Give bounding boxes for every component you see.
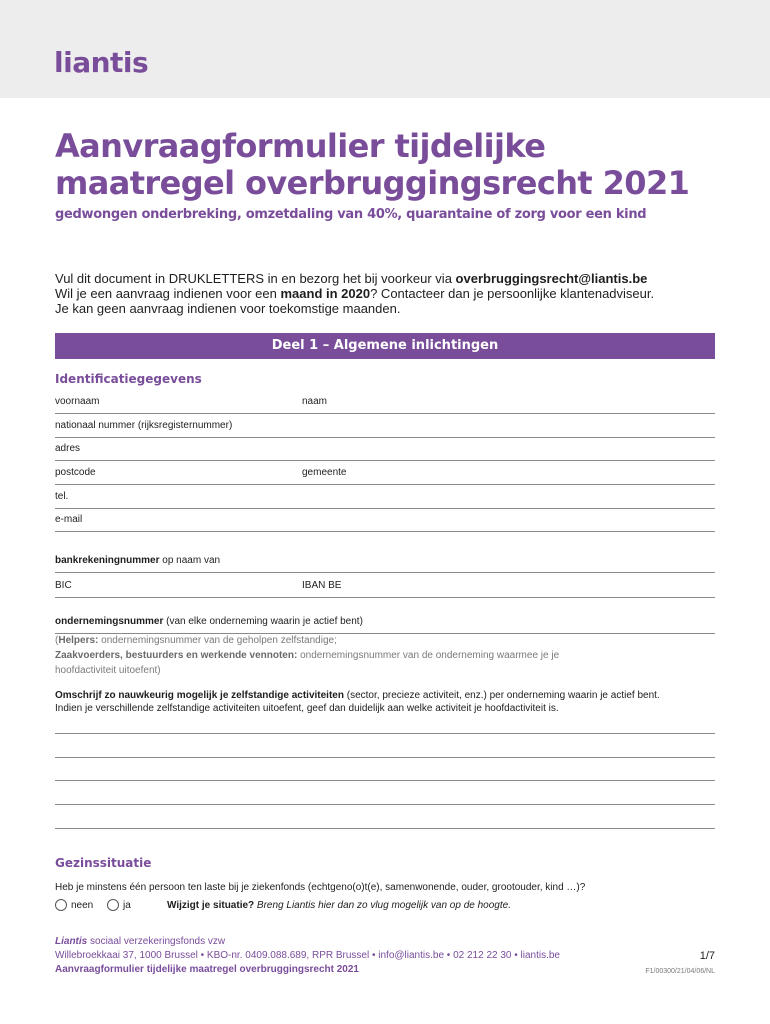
page-title: Aanvraagformulier tijdelijke maatregel overbruggingsrecht 2021	[55, 127, 690, 202]
page-number: 1/7	[699, 950, 715, 962]
situatie-text: Breng Liantis hier dan zo vlug mogelijk van op de hoogte.	[254, 900, 511, 911]
tel-label: tel.	[55, 491, 69, 502]
situatie-note	[167, 899, 511, 913]
footer-address: Willebroekkaai 37, 1000 Brussel • KBO-nr. 0409.088.689, RPR Brussel • info@liantis.be • 02 212 22 30 • liantis.be	[55, 950, 560, 961]
omschrijf-line2: Indien je verschillende zelfstandige activiteiten uitoefent, geef dan duidelijk aan welke activiteit je hoofdactiviteit is.	[55, 703, 559, 714]
ondernemingsnummer-rest: (van elke onderneming waarin je actief bent)	[163, 616, 363, 627]
section-header-deel-1: Deel 1 – Algemene inlichtingen	[55, 333, 715, 359]
identification-heading: Identificatiegegevens	[55, 372, 202, 386]
gemeente-label: gemeente	[302, 467, 347, 478]
email-field[interactable]	[55, 514, 715, 532]
email-link[interactable]: overbruggingsrecht@liantis.be	[455, 271, 648, 286]
tel-field[interactable]	[55, 491, 715, 509]
persoon-ten-laste-question: Heb je minstens één persoon ten laste bij je ziekenfonds (echtgeno(o)t(e), samenwonende, ouder, grootouder, kind …)?	[55, 882, 586, 893]
zaakvoerders-text: ondernemingsnummer van de onderneming waarmee je je hoofdactiviteit uitoefent)	[55, 650, 560, 676]
bic-iban-row[interactable]	[55, 580, 715, 598]
ondernemingsnummer-bold: ondernemingsnummer	[55, 616, 164, 627]
footer-org-bold: Liantis	[55, 936, 88, 947]
naam-label: naam	[302, 396, 328, 407]
helper-paren: (	[55, 635, 59, 646]
bic-label: BIC	[55, 580, 72, 591]
footer-doc-title: Aanvraagformulier tijdelijke maatregel overbruggingsrecht 2021	[55, 964, 359, 975]
radio-ja[interactable]	[107, 899, 119, 911]
helpers-text: ondernemingsnummer van de geholpen zelfstandige;	[98, 635, 337, 646]
activiteiten-line[interactable]	[55, 757, 715, 758]
intro-line2-post: ? Contacteer dan je persoonlijke klantenadviseur.	[370, 286, 655, 301]
option-ja-label: ja	[123, 900, 131, 911]
nationaal-nummer-label: nationaal nummer (rijksregisternummer)	[55, 420, 233, 431]
activiteiten-line[interactable]	[55, 804, 715, 805]
header-band	[0, 0, 770, 98]
iban-label: IBAN BE	[302, 580, 342, 591]
page-footer	[55, 935, 715, 977]
footer-org-rest: sociaal verzekeringsfonds vzw	[87, 936, 226, 947]
adres-label: adres	[55, 443, 81, 454]
ondernemingsnummer-helper	[55, 633, 615, 678]
activiteiten-line[interactable]	[55, 733, 715, 734]
postcode-gemeente-row[interactable]	[55, 467, 715, 485]
option-neen-label: neen	[71, 900, 94, 911]
intro-text	[55, 271, 735, 316]
name-field-row[interactable]	[55, 396, 715, 414]
helpers-bold: Helpers:	[58, 635, 99, 646]
activiteiten-instructie	[55, 689, 715, 715]
bankrekening-field[interactable]	[55, 555, 715, 573]
zaakvoerders-bold: Zaakvoerders, bestuurders en werkende vennoten:	[55, 650, 298, 661]
situatie-bold: Wijzigt je situatie?	[167, 900, 255, 911]
intro-line1: Vul dit document in DRUKLETTERS in en bezorg het bij voorkeur via	[55, 271, 456, 286]
option-ja[interactable]	[107, 899, 131, 913]
intro-line3: Je kan geen aanvraag indienen voor toekomstige maanden.	[55, 301, 401, 316]
bankrekening-rest: op naam van	[159, 555, 221, 566]
document-reference: F1/00300/21/04/06/NL	[645, 968, 715, 975]
activiteiten-line[interactable]	[55, 780, 715, 781]
bankrekening-label	[55, 555, 220, 566]
omschrijf-rest: (sector, precieze activiteit, enz.) per onderneming waarin je actief bent.	[343, 690, 660, 701]
liantis-logo: liantis	[54, 46, 149, 79]
omschrijf-bold: Omschrijf zo nauwkeurig mogelijk je zelfstandige activiteiten	[55, 690, 344, 701]
ondernemingsnummer-field[interactable]	[55, 616, 715, 634]
postcode-label: postcode	[55, 467, 96, 478]
voornaam-label: voornaam	[55, 396, 100, 407]
option-neen[interactable]	[55, 899, 93, 913]
intro-line2-bold: maand in 2020	[280, 286, 371, 301]
email-label: e-mail	[55, 514, 83, 525]
page-subtitle: gedwongen onderbreking, omzetdaling van 40%, quarantaine of zorg voor een kind	[55, 207, 647, 222]
radio-neen[interactable]	[55, 899, 67, 911]
nationaal-nummer-field[interactable]	[55, 420, 715, 438]
bankrekening-bold: bankrekeningnummer	[55, 555, 160, 566]
gezinssituatie-heading: Gezinssituatie	[55, 856, 152, 870]
intro-line2-pre: Wil je een aanvraag indienen voor een	[55, 286, 281, 301]
adres-field[interactable]	[55, 443, 715, 461]
ondernemingsnummer-label	[55, 616, 363, 627]
activiteiten-line[interactable]	[55, 828, 715, 829]
